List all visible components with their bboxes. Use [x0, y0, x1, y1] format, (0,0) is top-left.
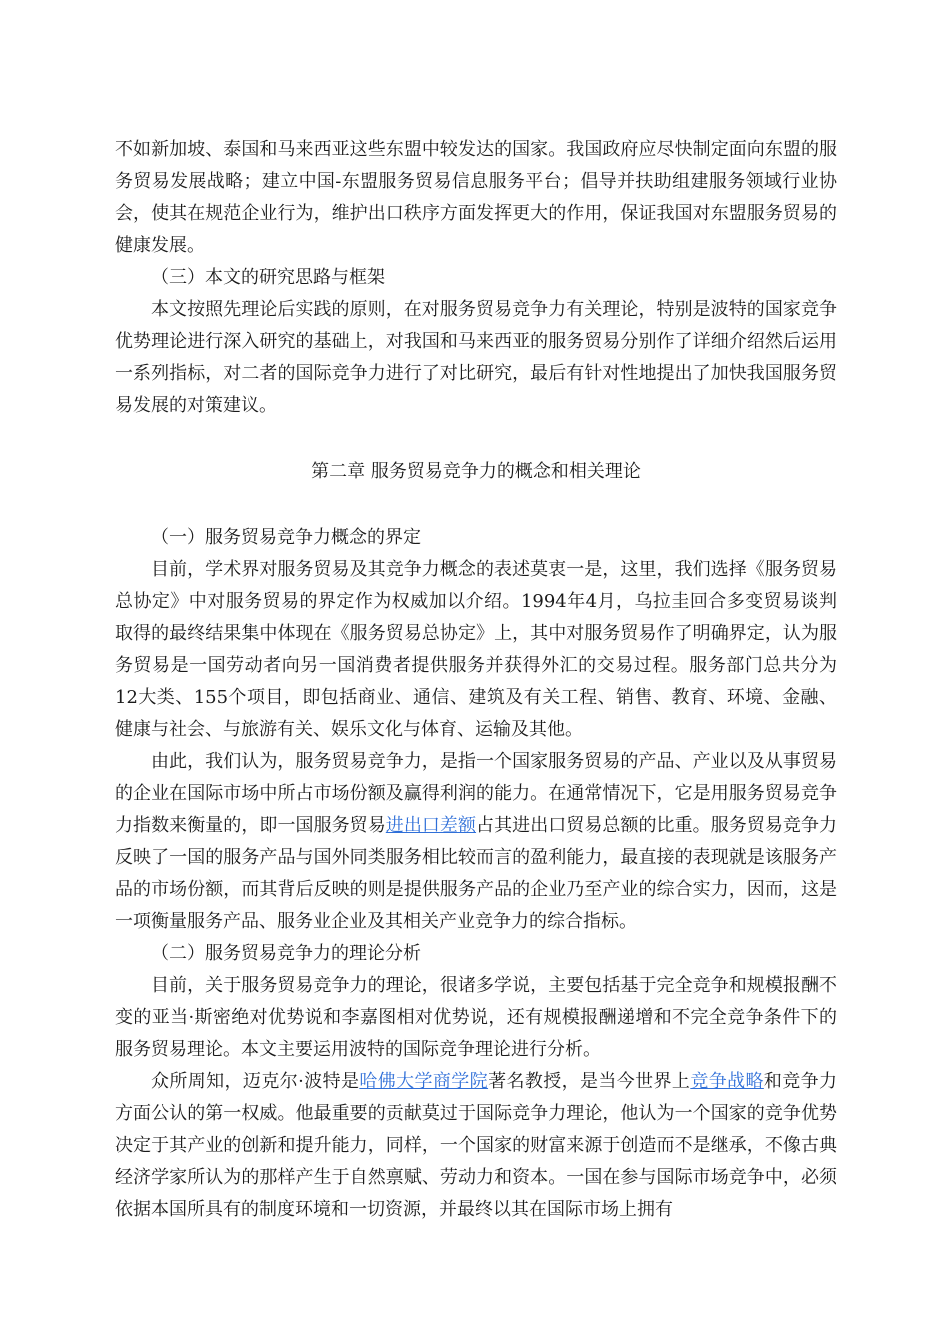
chapter-2-section-2-paragraph-2 — [115, 1066, 837, 1226]
chapter-2-section-2-paragraph-1: 目前，关于服务贸易竞争力的理论，很诸多学说，主要包括基于完全竞争和规模报酬不变的亚当·斯密绝对优势说和李嘉图相对优势说，还有规模报酬递增和不完全竞争条件下的服务贸易理论。本文主要运用波特的国际竞争理论进行分析。 — [115, 975, 837, 1060]
intro-paragraph-end: 不如新加坡、泰国和马来西亚这些东盟中较发达的国家。我国政府应尽快制定面向东盟的服务贸易发展战略；建立中国-东盟服务贸易信息服务平台；倡导并扶助组建服务领域行业协会，使其在规范企业行为，维护出口秩序方面发挥更大的作用，保证我国对东盟服务贸易的健康发展。 — [115, 139, 837, 256]
document-page — [115, 134, 837, 1226]
paragraph-text: 占其进出口贸易总额的比重。服务贸易竞争力反映了一国的服务产品与国外同类服务相比较而言的盈利能力，最直接的表现就是该服务产品的市场份额，而其背后反映的则是提供服务产品的企业乃至产业的综合实力，因而，这是一项衡量服务产品、服务业企业及其相关产业竞争力的综合指标。 — [115, 815, 838, 932]
paragraph-text: 众所周知，迈克尔·波特是 — [151, 1071, 360, 1092]
paragraph-text: 和竞争力方面公认的第一权威。他最重要的贡献莫过于国际竞争力理论，他认为一个国家的竞争优势决定于其产业的创新和提升能力，同样，一个国家的财富来源于创造而不是继承，不像古典经济学家所认为的那样产生于自然禀赋、劳动力和资本。一国在参与国际市场竞争中，必须依据本国所具有的制度环境和一切资源，并最终以其在国际市场上拥有 — [115, 1071, 838, 1220]
paragraph-text: 由此，我们认为，服务贸易竞争力，是指一个国家服务贸易的产品、产业以及从事贸易的企业在国际市场中所占市场份额及赢得利润的能力。在通常情况下，它是用服务贸易竞争力指数来衡量的，即一国服务贸易 — [115, 751, 837, 836]
chapter-2-section-1-paragraph-1: 目前，学术界对服务贸易及其竞争力概念的表述莫衷一是，这里，我们选择《服务贸易总协定》中对服务贸易的界定作为权威加以介绍。1994年4月，乌拉圭回合多变贸易谈判取得的最终结果集中体现在《服务贸易总协定》上，其中对服务贸易作了明确界定，认为服务贸易是一国劳动者向另一国消费者提供服务并获得外汇的交易过程。服务部门总共分为12大类、155个项目，即包括商业、通信、建筑及有关工程、销售、教育、环境、金融、健康与社会、与旅游有关、娱乐文化与体育、运输及其他。 — [115, 559, 837, 740]
import-export-balance-link[interactable]: 进出口差额 — [385, 815, 477, 836]
competitive-strategy-link[interactable]: 竞争战略 — [690, 1071, 764, 1092]
harvard-business-school-link[interactable]: 哈佛大学商学院 — [359, 1071, 489, 1092]
chapter-2-section-2-heading: （二）服务贸易竞争力的理论分析 — [151, 943, 421, 964]
chapter-2-section-1-heading: （一）服务贸易竞争力概念的界定 — [151, 527, 421, 548]
section-3-body: 本文按照先理论后实践的原则，在对服务贸易竞争力有关理论，特别是波特的国家竞争优势理论进行深入研究的基础上，对我国和马来西亚的服务贸易分别作了详细介绍然后运用一系列指标，对二者的国际竞争力进行了对比研究，最后有针对性地提出了加快我国服务贸易发展的对策建议。 — [115, 299, 837, 416]
section-3-heading: （三）本文的研究思路与框架 — [151, 267, 385, 288]
chapter-2-section-1-paragraph-2 — [115, 746, 837, 938]
paragraph-text: 著名教授，是当今世界上 — [488, 1071, 691, 1092]
chapter-2-title: 第二章 服务贸易竞争力的概念和相关理论 — [311, 461, 641, 482]
